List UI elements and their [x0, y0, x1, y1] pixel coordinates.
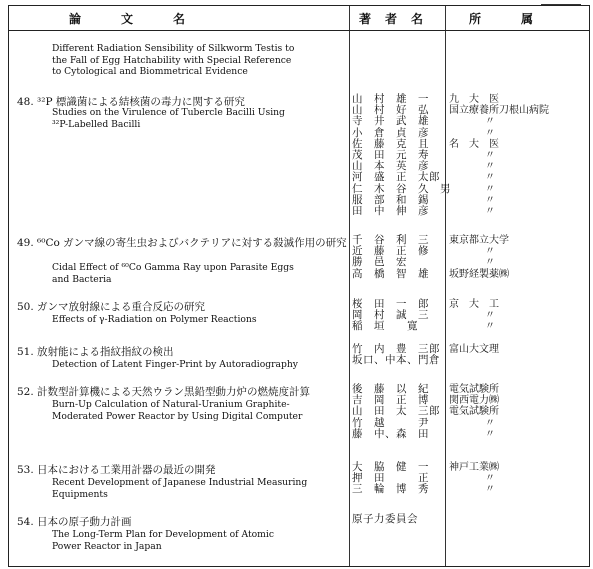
english-title: Detection of Latent Finger-Print by Autoradiography	[52, 359, 298, 370]
author-list: 後 藤 以 紀 吉 岡 正 博 山 田 太 三郎 竹 越 尹 藤 中、森 田	[352, 383, 440, 440]
header-author: 著 者 名	[359, 12, 425, 26]
japanese-title: 54. 日本の原子動力計画	[17, 516, 132, 528]
japanese-title: 48. ³²P 標識菌による結核菌の毒力に関する研究	[17, 96, 245, 108]
english-title: Effects of γ-Radiation on Polymer Reactions	[52, 314, 257, 325]
japanese-title: 51. 放射能による指紋指紋の検出	[17, 346, 174, 358]
english-title: The Long-Term Plan for Development of Atomic Power Reactor in Japan	[52, 529, 274, 552]
header-title: 論 文 名	[69, 12, 187, 26]
table-header	[9, 6, 589, 31]
author-list: 千 谷 利 三 近 藤 正 修 勝 邑 宏 高 橋 智 雄	[352, 234, 429, 280]
header-affiliation: 所 属	[469, 12, 535, 26]
column-divider-affil	[445, 6, 446, 566]
affiliation-list: 京 大 工 〃 〃	[449, 299, 499, 333]
corner-mark	[541, 4, 581, 5]
english-title: Cidal Effect of ⁶⁰Co Gamma Ray upon Parasite Eggs and Bacteria	[52, 262, 294, 285]
affiliation-list: 富山大文理	[449, 344, 499, 355]
affiliation-list: 電気試験所 関西電力㈱ 電気試験所 〃 〃	[449, 384, 499, 440]
english-title: Studies on the Virulence of Tubercle Bacilli Using ³²P-Labelled Bacilli	[52, 107, 285, 130]
author-list: 原子力委員会	[352, 513, 418, 525]
author-list: 桜 田 一 郎 岡 村 誠 三 稲 垣 寛	[352, 298, 429, 333]
japanese-title: 50. ガンマ放射線による重合反応の研究	[17, 301, 206, 313]
author-list: 竹 内 豊 三郎 坂口、中本、門倉	[352, 343, 440, 367]
paper-list-table	[8, 5, 590, 567]
affiliation-list: 東京都立大学 〃 〃 坂野経製薬㈱	[449, 235, 509, 280]
author-list: 大 脇 健 一 押 田 正 三 輪 博 秀	[352, 461, 429, 496]
affiliation-list: 神戸工業㈱ 〃 〃	[449, 462, 499, 496]
column-divider-author	[349, 6, 350, 566]
english-title: Burn-Up Calculation of Natural-Uranium Graphite- Moderated Power Reactor by Using Digital Computer	[52, 399, 303, 422]
author-list: 山 村 雄 一 山 村 好 弘 寺 井 武 雄 小 倉 貞 彦 佐 藤 克 且 茂 田 元 寿 山 本 英 彦 河 盛 正 太郎 仁 木 谷 久 男 服 部 和 錫 田 中 伸 彦	[352, 93, 451, 218]
japanese-title: 49. ⁶⁰Co ガンマ線の寄生虫およびバクテリアに対する殺滅作用の研究	[17, 237, 347, 249]
affiliation-list: 九 大 医 国立療養所刀根山病院 〃 〃 名 大 医 〃 〃 〃 〃 〃 〃	[449, 94, 549, 218]
english-title: Different Radiation Sensibility of Silkworm Testis to the Fall of Egg Hatchability with Special Reference to Cytological and Biommetrical Evidence	[52, 43, 295, 78]
english-title: Recent Development of Japanese Industrial Measuring Equipments	[52, 477, 308, 500]
japanese-title: 52. 計数型計算機による天然ウラン黒鉛型動力炉の燃焼度計算	[17, 386, 311, 398]
japanese-title: 53. 日本における工業用計器の最近の開発	[17, 464, 216, 476]
